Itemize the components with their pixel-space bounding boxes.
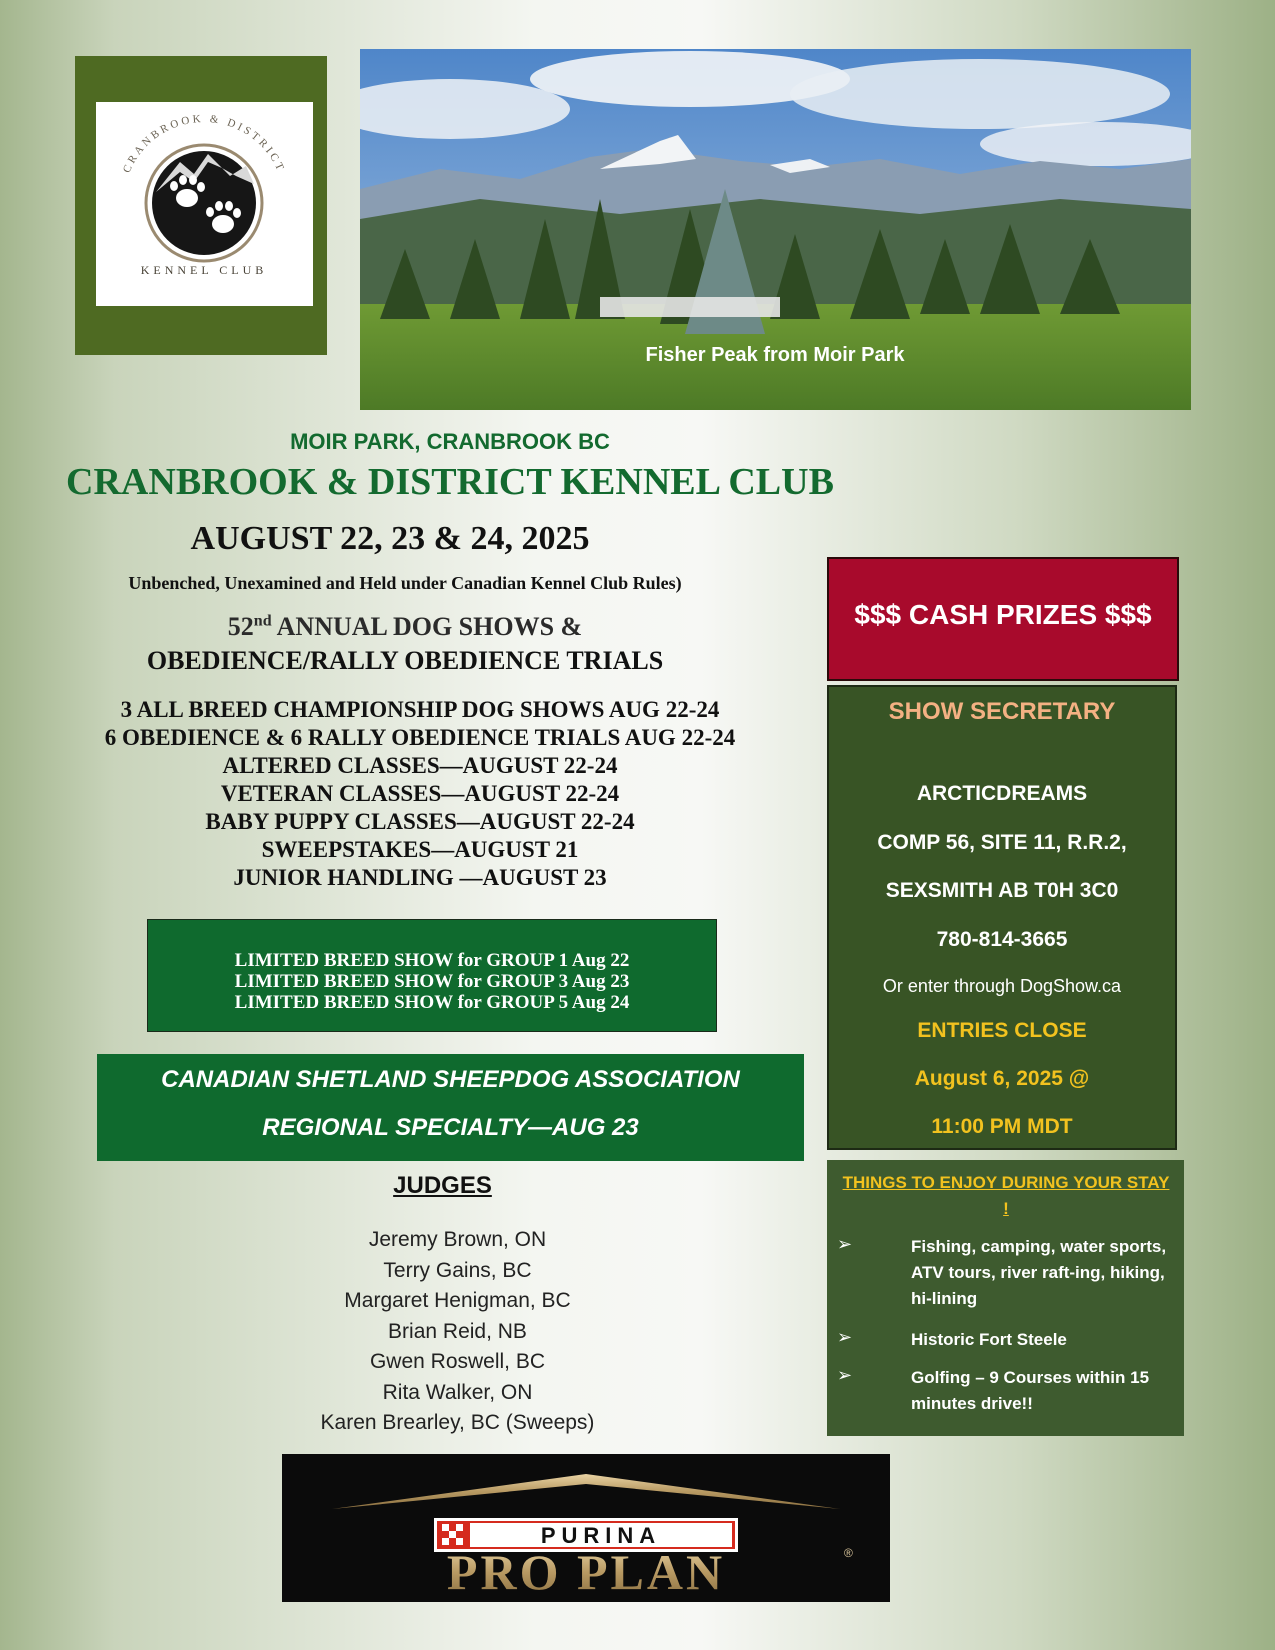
event-item: JUNIOR HANDLING —AUGUST 23	[233, 865, 607, 890]
limited-show-item: LIMITED BREED SHOW for GROUP 3 Aug 23	[234, 971, 630, 992]
rules-note: Unbenched, Unexamined and Held under Canadian Kennel Club Rules)	[128, 573, 682, 593]
arrow-bullet-icon: ➢	[837, 1365, 853, 1385]
annual-ordinal: nd	[253, 612, 272, 630]
club-logo	[96, 102, 313, 306]
judge-name: Jeremy Brown, ON	[368, 1228, 547, 1251]
cash-prizes-text: $$$ CASH PRIZES $$$	[854, 599, 1152, 630]
specialty-association: CANADIAN SHETLAND SHEEPDOG ASSOCIATION	[161, 1066, 740, 1093]
specialty-date: REGIONAL SPECIALTY—AUG 23	[262, 1114, 639, 1141]
show-dates: AUGUST 22, 23 & 24, 2025	[190, 520, 590, 557]
cash-prizes-box	[827, 557, 1179, 681]
activity-text: Fishing, camping, water sports, ATV tours, river raft-ing, hiking, hi-lining	[911, 1237, 1167, 1308]
annual-number: 52	[227, 612, 254, 641]
annual-title: ANNUAL DOG SHOWS &	[271, 612, 583, 641]
judge-name: Karen Brearley, BC (Sweeps)	[320, 1411, 595, 1434]
judges-list	[0, 1225, 915, 1439]
entries-close-date: August 6, 2025 @	[914, 1067, 1090, 1090]
things-to-enjoy-box	[827, 1160, 1184, 1436]
specialty-banner	[97, 1054, 804, 1161]
logo-arc-text: CRANBROOK & DISTRICT	[120, 112, 288, 175]
photo-caption: Fisher Peak from Moir Park	[645, 344, 905, 366]
secretary-phone: 780-814-3665	[936, 928, 1068, 951]
sponsor-logo	[282, 1454, 890, 1602]
event-location: MOIR PARK, CRANBROOK BC	[290, 429, 610, 454]
activity-text: Golfing – 9 Courses within 15 minutes drive!!	[911, 1368, 1150, 1413]
club-title: CRANBROOK & DISTRICT KENNEL CLUB	[66, 461, 834, 503]
judge-name: Margaret Henigman, BC	[344, 1289, 571, 1312]
event-item: BABY PUPPY CLASSES—AUGUST 22-24	[205, 809, 635, 834]
secretary-address-line1: COMP 56, SITE 11, R.R.2,	[877, 831, 1127, 854]
event-list	[0, 696, 840, 892]
landscape-photo	[360, 49, 1191, 410]
entries-close-time: 11:00 PM MDT	[931, 1115, 1073, 1138]
purina-pro-plan-logo	[282, 1454, 890, 1602]
limited-breed-box	[147, 919, 717, 1032]
event-item: 3 ALL BREED CHAMPIONSHIP DOG SHOWS AUG 22-24	[120, 697, 720, 722]
club-logo-graphic	[96, 102, 313, 306]
registered-mark: ®	[844, 1546, 853, 1560]
activity-text: Historic Fort Steele	[911, 1330, 1067, 1349]
event-item: SWEEPSTAKES—AUGUST 21	[261, 837, 579, 862]
judge-name: Terry Gains, BC	[383, 1258, 532, 1282]
annual-heading	[0, 612, 810, 642]
secretary-address-line2: SEXSMITH AB T0H 3C0	[885, 879, 1119, 902]
arrow-bullet-icon: ➢	[837, 1234, 853, 1254]
online-entry-note: Or enter through DogShow.ca	[882, 976, 1122, 996]
judge-name: Rita Walker, ON	[382, 1380, 533, 1404]
limited-show-item: LIMITED BREED SHOW for GROUP 5 Aug 24	[234, 992, 630, 1013]
things-heading: THINGS TO ENJOY DURING YOUR STAY !	[842, 1173, 1170, 1218]
event-item: ALTERED CLASSES—AUGUST 22-24	[222, 753, 618, 778]
limited-show-item: LIMITED BREED SHOW for GROUP 1 Aug 22	[234, 950, 630, 971]
entries-close-label: ENTRIES CLOSE	[917, 1019, 1087, 1042]
judges-heading: JUDGES	[393, 1172, 492, 1199]
secretary-name: ARCTICDREAMS	[916, 782, 1088, 805]
arrow-bullet-icon: ➢	[837, 1327, 853, 1347]
pro-plan-wordmark: PRO PLAN	[446, 1544, 726, 1600]
logo-bottom-text: KENNEL CLUB	[140, 263, 268, 277]
annual-subheading: OBEDIENCE/RALLY OBEDIENCE TRIALS	[146, 646, 664, 675]
purina-wordmark: PURINA	[540, 1523, 662, 1548]
judge-name: Gwen Roswell, BC	[369, 1350, 546, 1373]
judge-name: Brian Reid, NB	[388, 1319, 527, 1343]
secretary-heading: SHOW SECRETARY	[888, 698, 1116, 725]
show-secretary-box	[827, 685, 1177, 1150]
photo-scene	[360, 49, 1191, 410]
event-item: 6 OBEDIENCE & 6 RALLY OBEDIENCE TRIALS AUG 22-24	[104, 725, 736, 750]
event-item: VETERAN CLASSES—AUGUST 22-24	[220, 781, 620, 806]
